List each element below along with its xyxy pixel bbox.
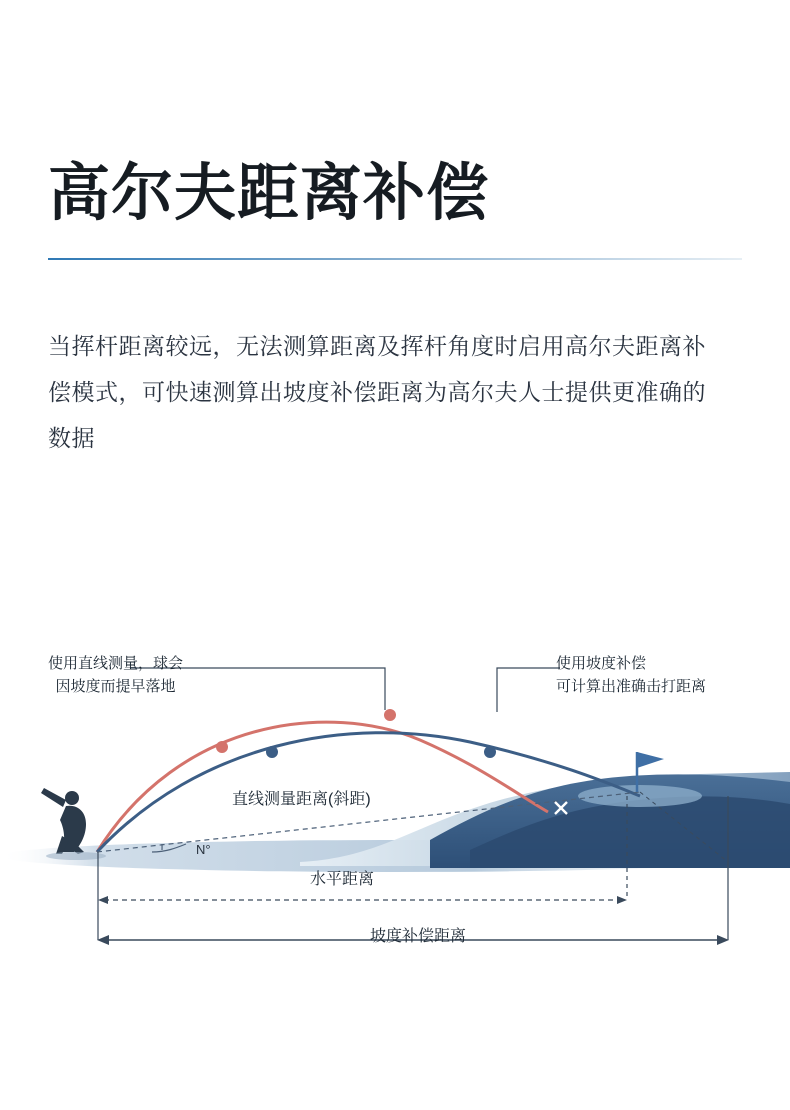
annotation-compensation <box>556 652 706 698</box>
red-trajectory-marker <box>384 709 396 721</box>
blue-trajectory-marker <box>484 746 496 758</box>
label-compensated-distance: 坡度补偿距离 <box>370 928 467 945</box>
annotation-straight-line <box>48 652 183 698</box>
blue-trajectory-marker <box>266 746 278 758</box>
label-horizontal-distance: 水平距离 <box>310 871 375 888</box>
golfer-shadow <box>46 852 106 860</box>
annotation-compensation-2: 可计算出准确击打距离 <box>556 678 707 695</box>
leader-line-right <box>497 668 560 712</box>
red-trajectory-marker <box>216 741 228 753</box>
page-title: 高尔夫距离补偿 <box>48 158 490 228</box>
title-divider <box>48 258 742 260</box>
annotation-straight-line-1: 使用直线测量，球会 <box>48 655 184 672</box>
label-angle: N° <box>196 842 211 857</box>
golfer-silhouette <box>41 788 86 854</box>
arrow-horizontal-distance <box>98 896 627 904</box>
label-slope-distance: 直线测量距离(斜距) <box>232 791 371 808</box>
annotation-compensation-1: 使用坡度补偿 <box>556 655 647 672</box>
annotation-straight-line-2: 因坡度而提早落地 <box>55 678 176 695</box>
intro-paragraph: 当挥杆距离较远，无法测算距离及挥杆角度时启用高尔夫距离补偿模式，可快速测算出坡度补偿距离为高尔夫人士提供更准确的数据 <box>48 333 706 451</box>
